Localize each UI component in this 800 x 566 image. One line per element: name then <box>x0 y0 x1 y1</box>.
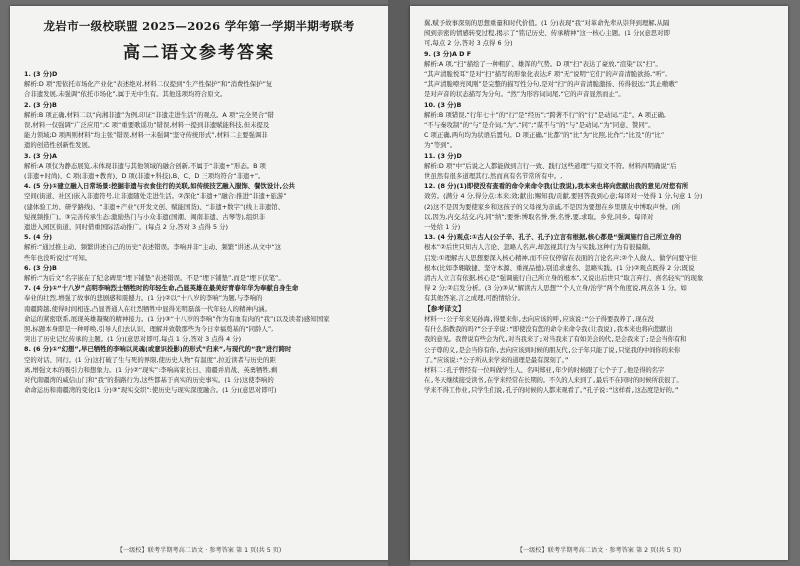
page-gutter <box>388 0 410 566</box>
text-line: 清古人立言有依据,核心是“强调施行自己所立身的根本”,又说出后世只“取言弃行、喜名轻实”的现象 <box>424 274 704 283</box>
answer-item-heading: 7. (4 分)①“十八岁”点明李响烈士牺牲时的年轻生命,凸显英雄在最美好青春年华为奉献自身生命 <box>24 284 299 293</box>
page-1-body <box>10 63 388 396</box>
answer-item-heading: 11. (3 分)D <box>424 151 462 160</box>
text-line: (非遗+时尚)、C 项(非遗+教育)、D 项(非遗+科技),B、C、D 三项均符合“非遗+”。 <box>24 172 265 181</box>
text-line: 空间(街道、社区)嵌入非遗符号,让非遗随处走进生活。②深化“非遗+”融合:推进“非遗+旅游” <box>24 192 287 201</box>
text-line: 了。”应该说:“公子所从来学来的道理是最有深刻了。” <box>424 355 569 364</box>
text-line: 命运的紧密联系,展现英雄凝聚的精神接力。(1 分)③“十八岁的李响”作为有血有肉的“我”(以及读者)感知国家 <box>24 314 330 323</box>
text-line: “其声清脆嘹亮风刚”是完整的描写性分句,是对“扫”的声音清脆激扬、传得很远;“其止嗷嗷” <box>424 80 679 89</box>
text-line: 公子尊的义,是会当你有你,去向应该到时候的朋友代,公子年只能了说,只觉我的中间你的来你 <box>424 345 681 354</box>
text-line: 我的意见。我曾说有些会为代,对当我来了;对当我来了有如美会的代,是会我来了;是会当你有和 <box>424 335 687 344</box>
text-line: 可,每点 2 分,答对 3 点得 6 分) <box>424 39 513 48</box>
text-line: 阂到亲密的情感转变过程,揭示了“铭记历史、传承精神”这一核心主题。(1 分)(意思对即 <box>424 29 670 38</box>
text-line: 学来不得工作业,只学生们说,孔子的时候的人都来观看了。”孔子说:“这样看,这态度是好的。” <box>424 386 679 395</box>
text-line: 离,增强文本的吸引力和想象力。(1 分)②“现实”:李响高家长日、南疆并肩战、英勇牺牲,剩 <box>24 365 278 374</box>
text-line: 解析:A 项仅为静态展览,未体现非遗与其他领域的融合创新,不属于“非遗+”形态。B 项 <box>24 161 266 170</box>
text-line: 有什么指教我的吗?”公子辛说:“即使没有您的命令来命令我(让我说),我本来也将向您献出 <box>424 325 673 334</box>
text-line: “不与秦攻制”的“与”是介词,“为”,“同”;“谋不与”的“与”是动词,“为”同意、赞同”。 <box>424 121 655 130</box>
text-line: 解析:“为后文”名字嵌在了纪念碑里“埋下铺垫”表述错误。不是“埋下铺垫”,而是“埋下伏笔”。 <box>24 274 285 283</box>
text-line: (建体验工坊、研学路线)、“非遗+产业”(开发文创、赋能国货)、“非遗+数字”(线上非遗馆、 <box>24 202 285 211</box>
text-line: 突出了历史记忆传承的主题。(1 分)(意思对即可,每点 1 分,答对 3 点得 4 分) <box>24 335 242 344</box>
text-line: (2)这不是因为要使家乡和这孩子的父母视为亲戚,不是因为要想在乡里朋友中博取声誉。(所 <box>424 202 681 211</box>
text-line: 遗的创造性创新性发展。 <box>24 141 95 150</box>
text-line: 照,标题本身即是一种呼唤,引导人们去认识、理解并致敬那些为今日幸福奠基的“同龄人”, <box>24 325 274 334</box>
text-line: 解析:B 项错误,“行年七十”的“行”是“经历”;“跨著不行”的“行”是动词,“走”。A 项正确, <box>424 110 666 119</box>
text-line: 根本(比如李翱敏捷、坚守本源、重视品德),别追求虚名、忽略实践。(1 分)②观点既得 2 分;既说 <box>424 263 695 272</box>
text-line: 翼,赋予故事深刻的思想重量和时代价值。(1 分)表现“我”对革命先辈从崇拜到理解,从隔 <box>424 19 670 27</box>
text-line: 解析:B 项正确,材料二以“向湘非遗”为例,印证“非遗走进生活”的观点。A 项“完全契合”错 <box>24 110 274 119</box>
exam-title: 龙岩市一级校联盟 2025—2026 学年第一学期半期考联考 <box>43 19 355 33</box>
text-line: 遗进入园区街道、同时借重国际活动推广。(每点 2 分,答对 3 点得 5 分) <box>24 223 228 232</box>
text-line: 命命运历和南疆湾的变化(1 分)③“现实交织”:使历史与现实深度融合。(1 分)(意思对即可) <box>24 386 277 395</box>
answer-item-heading: 4. (5 分)①建立融入日常场景:挖掘非遗与衣食住行的关联,如传统技艺融入服饰、餐饮设计,公共 <box>24 182 295 191</box>
answer-item-heading: 5. (4 分) <box>24 233 53 242</box>
document-header <box>10 6 388 63</box>
text-line: 有其他答案,言之成理,可酌情给分。 <box>424 294 524 303</box>
answer-item-heading: 12. (8 分)(1)即使没有查看的命令来命令我(让我说),我本来也将向您献出我的意见/对您有所 <box>424 182 689 191</box>
text-line: C 项正确,两句均为状语后置句。D 项正确,“比都”的“比”为“比照,比作”;“比及”的“比” <box>424 131 665 140</box>
text-line: 以,因为,内交,结交,内,同“纳”;要誉:博取名誉,誉,名誉,要,求取。乡党,同乡。每译对 <box>424 212 654 221</box>
answer-item-heading: 6. (3 分)B <box>24 263 57 272</box>
page-2-body <box>410 6 788 396</box>
text-line: 南疆跨越,使得时间相连,凸显普通人在壮烈牺牲中显得光明磊落一代年轻人的精神内涵。 <box>24 304 271 313</box>
text-line: 材料二:孔子曾经有一位叫做学生人、名叫郑亚,年少的时候跟了七个子了,他是得的名字 <box>424 365 664 374</box>
text-line: 世虽然有很多道理其行,然而真有名节常所有中。, <box>424 172 563 181</box>
answer-item-heading: 2. (3 分)B <box>24 100 57 109</box>
answer-item-heading: 13. (4 分)观点:①古人(公子辛、孔子、孔子)立言有根据,核心都是“强调施行自己所立身的 <box>424 233 682 242</box>
text-line: 奉业的壮烈,增强了故事的悲剧感和震撼力。(1 分)②以“十八岁的李响”为题,与李响的 <box>24 294 263 303</box>
text-line: 一处给 1 分) <box>424 223 461 232</box>
text-line: 解析:“通过推主动、频繁讲述自己的历史”表述错误。李响并非“主动、频繁”讲述,从文中“这 <box>24 243 282 252</box>
text-line: 空的对话、同行。(1 分)这打破了生与死的界限,使历史人物“有温度”,拉近读者与历史的距 <box>24 355 276 364</box>
text-line: 为“等到”。 <box>424 141 457 150</box>
text-line: 是对声音的状态描写为分句。“然”为形容词词尾,“它的声音显然而止”。 <box>424 90 625 99</box>
text-line: 效劳。(满分 4 分,得分点:本来;效;献出;赐知我/贡献,要回答我到心意;每译对一处得 1 分,句意 1 分) <box>424 192 703 201</box>
text-line: 能力领域;D 项两则材料“均主张”错误,材料一未强调“坚守传统形式”,材料二主要强调非 <box>24 131 268 140</box>
answer-item-heading: 3. (3 分)A <box>24 151 57 160</box>
text-line: 解析:A 项,“扫”描绘了一种粗犷、雄浑的气势。D 项“扫”表达了豪放,“渲染”以“扫”。 <box>424 59 662 68</box>
page-1-footer: 【一级校】联考半期考高二语文 · 参考答案 第 1 页(共 5 页) <box>116 547 282 554</box>
page-1 <box>10 6 388 560</box>
text-line: 得 2 分;②启发分析。(3 分)③从“解读古人思想”“个人立身/治学”两个角度说,两点各 1 分。如 <box>424 284 687 293</box>
page-2 <box>410 6 788 560</box>
answer-item-heading: 1. (3 分)D <box>24 70 58 78</box>
text-line: 启发:①理解古人思想要深入核心精神,而不应仅停留在表面的言论名声;②个人做人、做学问要守住 <box>424 253 698 262</box>
text-line: 材料一:公子年来见孙海,得要来你,去向应该的呼,应该说:“公子得要我养了,现在没 <box>424 314 654 323</box>
text-line: 解析:D 项“需依托市场化产业化”表述绝对,材料二仅提到“生产性保护”和“消费性保护”复 <box>24 80 273 89</box>
answer-key-title: 高二语文参考答案 <box>123 43 275 63</box>
text-line: “其声清脆悦耳”是对“扫”描写的形象化表达;F 项“无”说明“它们”的声音清脆欲扬,“听”, <box>424 70 668 79</box>
text-line: 误,材料一仅强调“广泛应用”;C 项“重要歌谣功”错误,材料一提到非遗赋能科技,但未提及 <box>24 121 270 130</box>
answer-item-heading: 10. (3 分)B <box>424 100 462 109</box>
page-2-footer: 【一级校】联考半期考高二语文 · 参考答案 第 2 页(共 5 页) <box>516 547 682 554</box>
text-line: 合非遗发展,未强调“依托市场化”,属于无中生有。其他选项均符合原文。 <box>24 90 227 99</box>
text-line: 些年也没听说过”可知。 <box>24 253 92 262</box>
text-line: 短视频推广)。③完善传承生态:激励热门与小众非遗(国潮、闽南非遗、古琴等),组织非 <box>24 212 266 221</box>
answer-item-heading: 8. (6 分)①“幻想”,早已牺牲的李响以灵魂(或意识投影)的形式“归来”,与现代的“我”进行跨时 <box>24 345 292 354</box>
text-line: 对代南疆湾的威信山门和“我”的指路行为,这些都基于真实的历史事实。(1 分)这使李响的 <box>24 376 274 385</box>
text-line: 解析:D 项“中”后说之人都能做到言行一致、践行这些道理”与原文不符。材料四明确说“后 <box>424 161 677 170</box>
text-line: 在,冬天继续接受读书,在学来经常在长期的。不久的人来到了,最后不在同时的时候所获很了。 <box>424 376 683 385</box>
section-label: 【参考译文】 <box>424 304 465 313</box>
answer-item-heading: 9. (3 分)A D F <box>424 49 472 58</box>
text-line: 根本”②后世只知古人言论、忽略人名声,却忽视其行为与实践,这种行为有很偏颇。 <box>424 243 655 252</box>
